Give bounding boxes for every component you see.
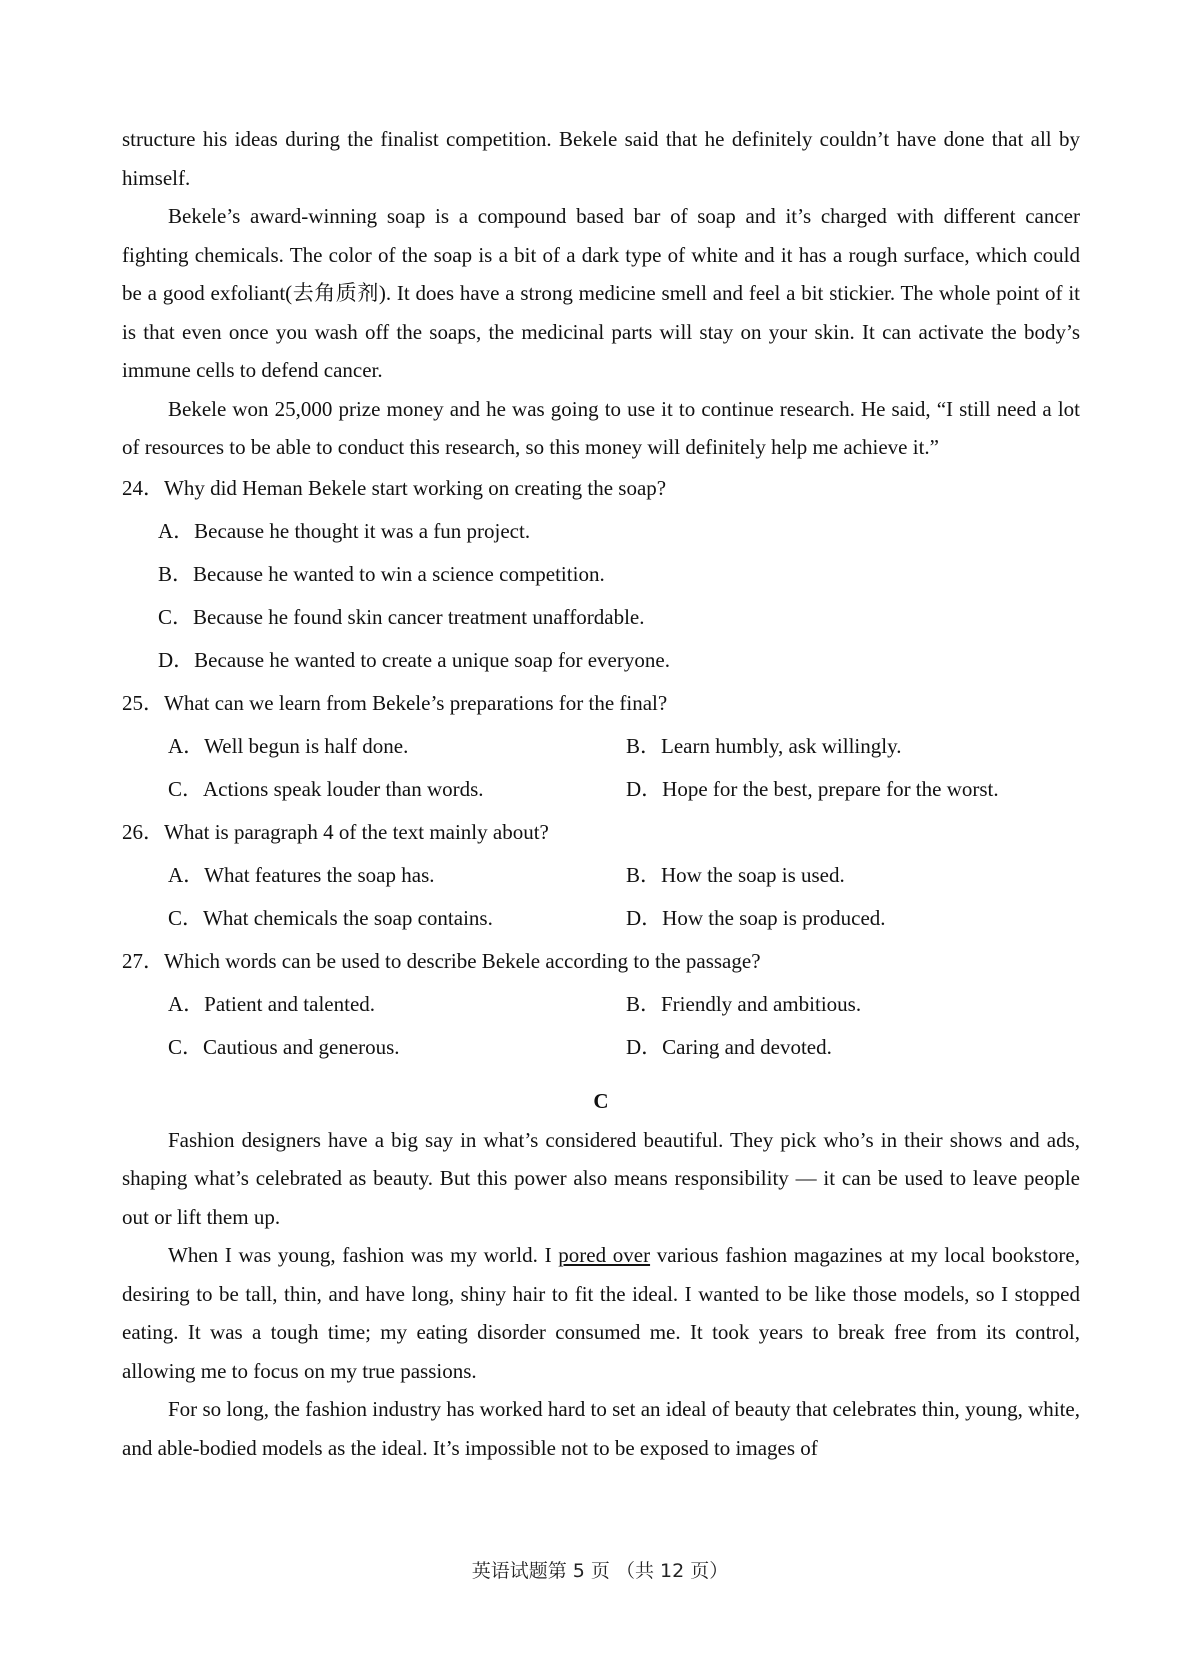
page-footer: 英语试题第 5 页 （共 12 页） [471, 1560, 729, 1582]
question-26-option-b: B．How the soap is used. [626, 862, 845, 887]
question-25-option-c: C．Actions speak louder than words. [168, 776, 484, 801]
question-27-stem: 27．Which words can be used to describe Bekele according to the passage? [122, 948, 761, 973]
question-24-option-b: B．Because he wanted to win a science competition. [158, 561, 605, 586]
section-c-paragraph-2-start: When I was young, fashion was my world. I [168, 1243, 559, 1267]
question-25-options-row-2 [122, 768, 1080, 811]
question-24-stem: 24．Why did Heman Bekele start working on creating the soap? [122, 475, 667, 500]
question-26-stem: 26．What is paragraph 4 of the text mainly about? [122, 819, 549, 844]
section-c-paragraph-2-rest: various fashion magazines at my local bookstore, desiring to be tall, thin, and have long, shiny hair to fit the ideal. I wanted to be like those models, so I stopped eating. It was a tough time; my eating disorder consumed me. It took years to break free from its control, allowing me to focus on my true passions. [122, 1243, 1080, 1383]
question-26 [122, 811, 1080, 940]
question-27-option-b: B．Friendly and ambitious. [626, 991, 862, 1016]
passage-b-paragraph-3: Bekele won 25,000 prize money and he was going to use it to continue research. He said, “I still need a lot of resources to be able to conduct this research, so this money will definitely help me achieve it.” [122, 396, 1080, 459]
question-25-option-a: A．Well begun is half done. [168, 733, 409, 758]
question-27-options-row-2 [122, 1026, 1080, 1069]
section-c-paragraph-3: For so long, the fashion industry has worked hard to set an ideal of beauty that celebrates thin, young, white, and able-bodied models as the ideal. It’s impossible not to be exposed to images of [122, 1397, 1080, 1460]
question-27-options-row-1 [122, 983, 1080, 1026]
passage-b-paragraph-2: Bekele’s award-winning soap is a compound based bar of soap and it’s charged with different cancer fighting chemicals. The color of the soap is a bit of a dark type of white and it has a rough surface, which could be a good exfoliant(去角质剂). It does have a strong medicine smell and feel a bit stickier. The whole point of it is that even once you wash off the soaps, the medicinal parts will stay on your skin. It can activate the body’s immune cells to defend cancer. [122, 204, 1080, 382]
question-26-option-d: D．How the soap is produced. [626, 905, 886, 930]
passage-b-paragraph-1: structure his ideas during the finalist competition. Bekele said that he definitely couldn’t have done that all by himself. [122, 127, 1080, 190]
question-25-stem: 25．What can we learn from Bekele’s preparations for the final? [122, 690, 668, 715]
section-c-title: C [593, 1088, 609, 1113]
question-26-options-row-2 [122, 897, 1080, 940]
question-26-option-a: A．What features the soap has. [168, 862, 435, 887]
underlined-phrase: pored over [558, 1243, 651, 1267]
question-25-option-b: B．Learn humbly, ask willingly. [626, 733, 902, 758]
exam-page [122, 120, 1080, 1467]
question-24-option-c: C．Because he found skin cancer treatment unaffordable. [158, 604, 645, 629]
question-25 [122, 682, 1080, 811]
question-27-option-d: D．Caring and devoted. [626, 1034, 832, 1059]
question-26-options-row-1 [122, 854, 1080, 897]
question-25-option-d: D．Hope for the best, prepare for the worst. [626, 776, 999, 801]
question-27-option-c: C．Cautious and generous. [168, 1034, 400, 1059]
question-24 [122, 467, 1080, 682]
question-27 [122, 940, 1080, 1069]
question-27-option-a: A．Patient and talented. [168, 991, 376, 1016]
section-c-paragraph-2 [122, 1236, 1080, 1390]
question-25-options-row-1 [122, 725, 1080, 768]
question-26-option-c: C．What chemicals the soap contains. [168, 905, 493, 930]
question-24-option-d: D．Because he wanted to create a unique soap for everyone. [158, 647, 670, 672]
question-24-option-a: A．Because he thought it was a fun project. [158, 518, 531, 543]
section-c-paragraph-1: Fashion designers have a big say in what’s considered beautiful. They pick who’s in their shows and ads, shaping what’s celebrated as beauty. But this power also means responsibility — it can be used to leave people out or lift them up. [122, 1127, 1080, 1229]
